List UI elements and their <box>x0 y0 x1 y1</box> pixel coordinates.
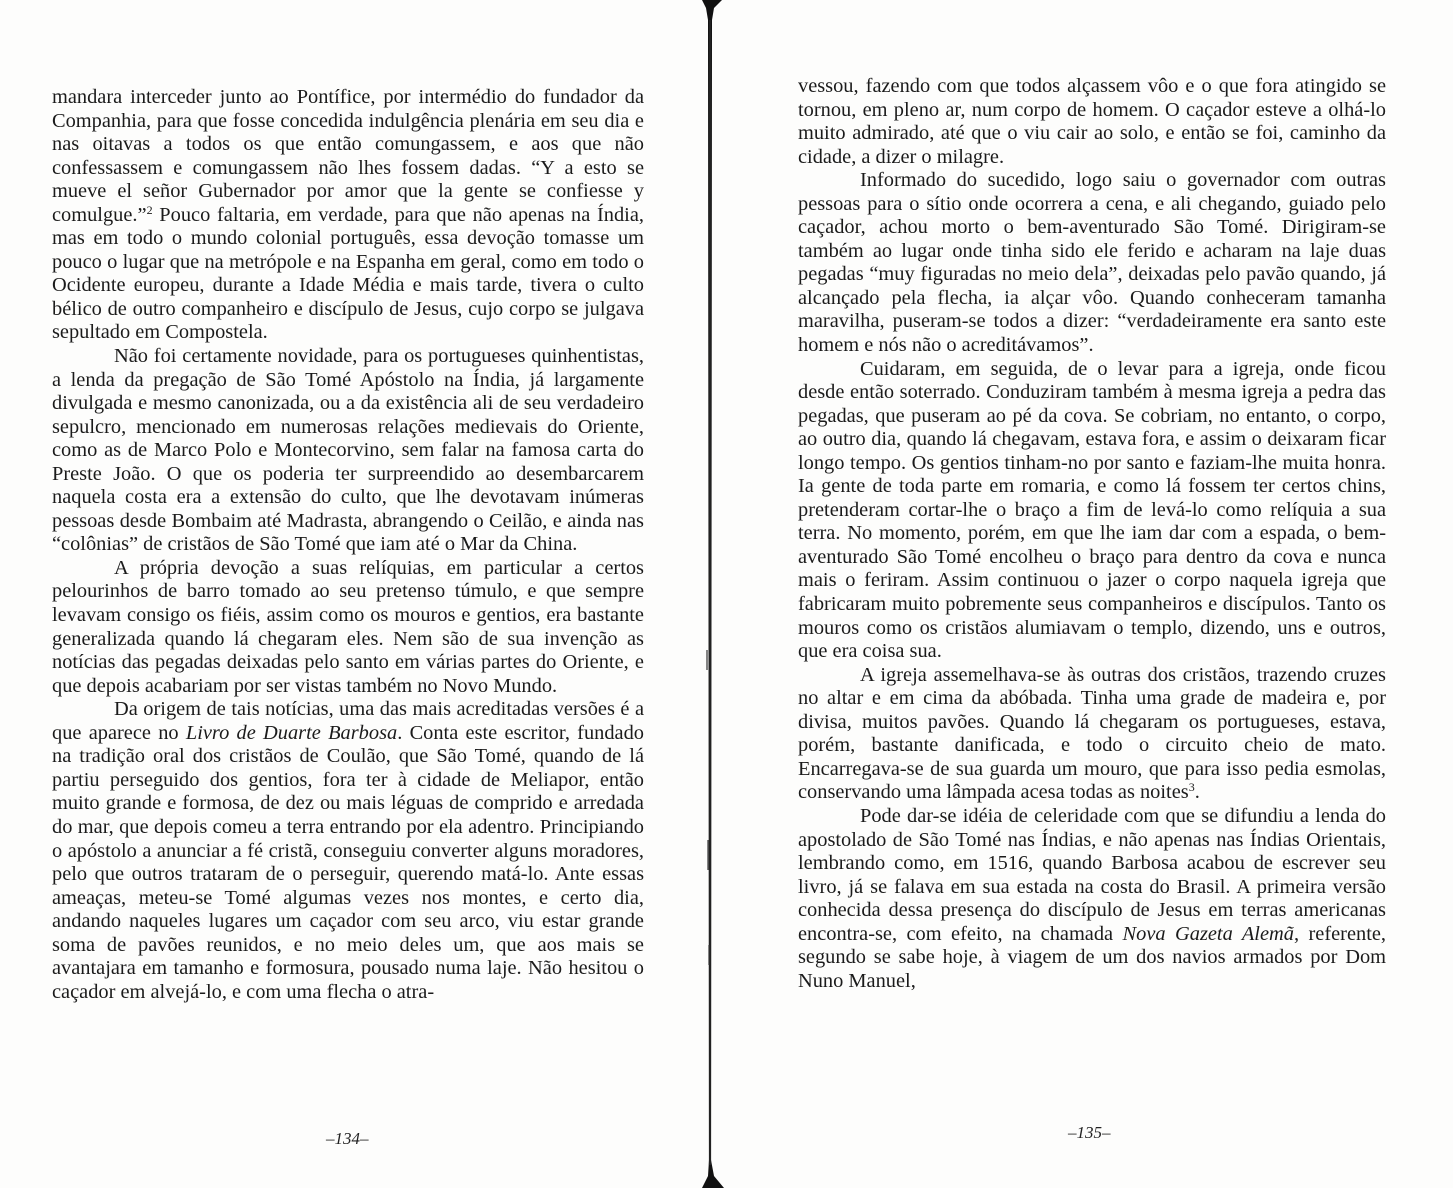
paragraph <box>52 698 644 1004</box>
paragraph-text: . <box>1194 781 1200 804</box>
left-page <box>0 0 704 1188</box>
paragraph: Cuidaram, em seguida, de o levar para a igreja, onde ficou desde então soterrado. Conduziram também à mesma igreja a pedra das pegadas, que puseram ao pé da cova. Se cobriam, no entanto, o corpo, ao outro dia, quando lá chegavam, estava fora, e assim o deixaram ficar longo tempo. Os gentios tinham-no por santo e faziam-lhe muita honra. Ia gente de toda parte em romaria, e como lá fossem ter certos chins, pretenderam cortar-lhe o braço a fim de levá-lo como relíquia a sua terra. No momento, porém, em que lhe iam dar com a espada, o bem-aventurado São Tomé encolheu o braço para dentro da cova e nunca mais o feriram. Assim continuou o jazer o corpo naquela igreja que fabricaram muito pobremente seus companheiros e discípulos. Tanto os mouros como os cristãos alumiavam o templo, dizendo, uns e outros, que era coisa sua. <box>798 357 1386 663</box>
right-page <box>726 0 1453 1188</box>
footnote-marker[interactable]: 3 <box>1188 780 1195 795</box>
footnote-marker[interactable]: 2 <box>146 202 153 217</box>
paragraph-text: Pode dar-se idéia de celeridade com que se difundiu a lenda do apostolado de São Tomé nas Índias, e não apenas nas Índias Orientais, lembrando como, em 1516, quando Barbosa acabou de escrever seu livro, já se falava em sua estada na costa do Brasil. A primeira versão conhecida dessa presença do discípulo de Jesus em terras americanas encontra-se, com efeito, na chamada <box>798 804 1386 945</box>
book-title: Livro de Duarte Barbosa <box>185 721 398 744</box>
paragraph-text: Pouco faltaria, em verdade, para que não apenas na Índia, mas em todo o mundo colonial português, essa devoção tomasse um pouco o lugar que na metrópole e na Espanha em geral, como em todo o Ocidente europeu, durante a Idade Média e mais tarde, tivera o culto bélico de outro companheiro e discípulo de Jesus, cujo corpo se julgava sepultado em Compostela. <box>52 203 644 344</box>
paragraph <box>52 86 644 345</box>
paragraph-text: mandara interceder junto ao Pontífice, por intermédio do fundador da Companhia, para que fosse concedida indulgência plenária em seu dia e nas oitavas a todos os que então comungassem, e aos que não confessassem e comungassem não lhes fossem dadas. “Y a esto se mueve el señor Gubernador por amor que la gente se confiesse y comulgue.” <box>52 86 644 226</box>
page-number: –134– <box>326 1129 369 1148</box>
paragraph <box>798 805 1386 993</box>
gutter-shadow-icon <box>700 0 728 1188</box>
book-title: Nova Gazeta Alemã <box>1122 922 1294 945</box>
paragraph: A própria devoção a suas relíquias, em particular a certos pelourinhos de barro tomado ao seu pretenso túmulo, e que sempre levavam consigo os fiéis, assim como os mouros e gentios, era bastante generalizada quando lá chegaram eles. Nem são de sua invenção as notícias das pegadas deixadas pelo santo em várias partes do Oriente, e que depois acabariam por ser vistas também no Novo Mundo. <box>52 556 644 697</box>
paragraph-text: , referente, segundo se sabe hoje, à viagem de um dos navios armados por Dom Nuno Manuel, <box>798 922 1387 992</box>
paragraph: vessou, fazendo com que todos alçassem vôo e o que fora atingido se tornou, em pleno ar, num corpo de homem. O caçador esteve a olhá-lo muito admirado, até que o viu cair ao solo, e então se foi, caminho da cidade, a dizer o milagre. <box>798 75 1386 168</box>
left-page-text <box>52 86 644 1004</box>
right-page-text <box>798 75 1386 993</box>
paragraph: Informado do sucedido, logo saiu o governador com outras pessoas para o sítio onde ocorrera a cena, e ali chegando, guiado pelo caçador, achou morto o bem-aventurado São Tomé. Dirigiram-se também ao lugar onde tinha sido ele ferido e acharam na laje duas pegadas “muy figuradas no meio dela”, deixadas pelo pavão quando, já alcançado pela flecha, ia alçar vôo. Quando conheceram tamanha maravilha, puseram-se todos a dizer: “verdadeiramente era santo este homem e nós não o acreditávamos”. <box>798 169 1386 357</box>
paragraph-text: Da origem de tais notícias, uma das mais acreditadas versões é a que aparece no <box>52 698 644 744</box>
paragraph <box>798 664 1386 805</box>
book-gutter <box>700 0 728 1188</box>
paragraph-text: . Conta este escritor, fundado na tradição oral dos cristãos de Coulão, que São Tomé, quando de lá partiu perseguido dos gentios, fora ter à cidade de Meliapor, então muito grande e formosa, de dez ou mais léguas de comprido e arredada do mar, que depois comeu a terra entrando por ela adentro. Principiando o apóstolo a anunciar a fé cristã, conseguiu converter alguns moradores, pelo que outros trataram de o perseguir, querendo matá-lo. Ante essas ameaças, meteu-se Tomé algumas vezes nos montes, e certo dia, andando naqueles lugares um caçador com seu arco, viu estar grande soma de pavões reunidos, e no meio deles um, que aos mais se avantajara em tamanho e formosura, pousado numa laje. Não hesitou o caçador em alvejá-lo, e com uma flecha o atra- <box>52 721 644 1003</box>
paragraph-text: A igreja assemelhava-se às outras dos cristãos, trazendo cruzes no altar e em cima da abóbada. Tinha uma grade de madeira e, por divisa, muitos pavões. Quando lá chegaram os portugueses, estava, porém, bastante danificada, e todo o circuito cheio de mato. Encarregava-se de sua guarda um mouro, que para isso pedia esmolas, conservando uma lâmpada acesa todas as noites <box>798 663 1386 804</box>
page-number: –135– <box>1068 1123 1111 1142</box>
paragraph: Não foi certamente novidade, para os portugueses quinhentistas, a lenda da pregação de São Tomé Apóstolo na Índia, já largamente divulgada e mesmo canonizada, ou a da existência ali de seu verdadeiro sepulcro, mencionado em numerosas relações medievais do Oriente, como as de Marco Polo e Montecorvino, sem falar na famosa carta do Preste João. O que os poderia ter surpreendido ao desembarcarem naquela costa era a extensão do culto, que lhe devotavam inúmeras pessoas desde Bombaim até Madrasta, abrangendo o Ceilão, e ainda nas “colônias” de cristãos de São Tomé que iam até o Mar da China. <box>52 345 644 556</box>
